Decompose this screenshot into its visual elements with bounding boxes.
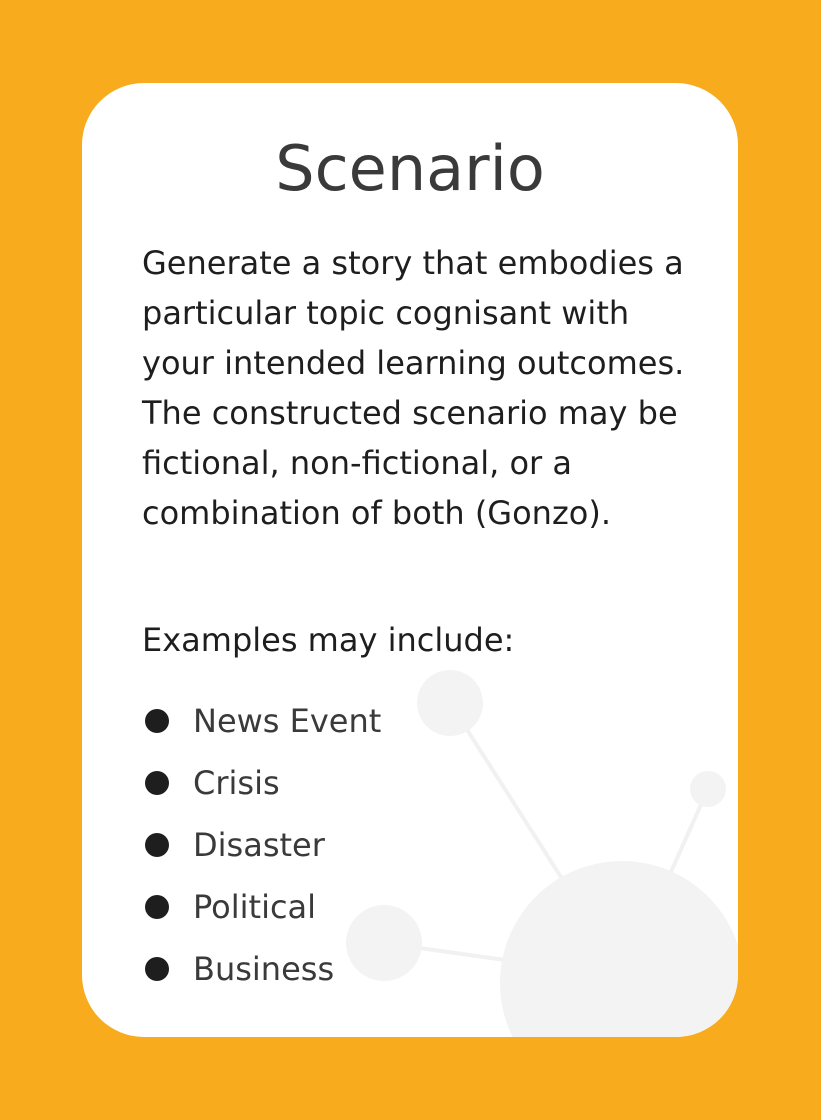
decor-node (690, 771, 726, 807)
description-line: Generate a story that embodies a (142, 244, 684, 282)
list-item-label: Disaster (193, 826, 325, 864)
list-item-label: Crisis (193, 764, 280, 802)
card-description (142, 238, 702, 538)
list-item-label: News Event (193, 702, 382, 740)
list-item (142, 938, 381, 1000)
bullet-icon (145, 957, 169, 981)
card-title: Scenario (275, 132, 545, 205)
description-line: particular topic cognisant with (142, 294, 630, 332)
bullet-icon (145, 895, 169, 919)
list-item-label: Business (193, 950, 335, 988)
list-item (142, 690, 381, 752)
decor-node (417, 670, 483, 736)
list-item (142, 814, 381, 876)
scenario-card (82, 83, 738, 1037)
examples-list (142, 690, 381, 1000)
bullet-icon (145, 833, 169, 857)
description-line: your intended learning outcomes. (142, 344, 685, 382)
list-item (142, 752, 381, 814)
decor-hub (500, 861, 738, 1037)
description-line: fictional, non-fictional, or a (142, 444, 572, 482)
description-line: combination of both (Gonzo). (142, 494, 611, 532)
bullet-icon (145, 771, 169, 795)
description-line: The constructed scenario may be (142, 394, 678, 432)
list-item (142, 876, 381, 938)
list-item-label: Political (193, 888, 317, 926)
bullet-icon (145, 709, 169, 733)
examples-heading: Examples may include: (142, 621, 515, 659)
